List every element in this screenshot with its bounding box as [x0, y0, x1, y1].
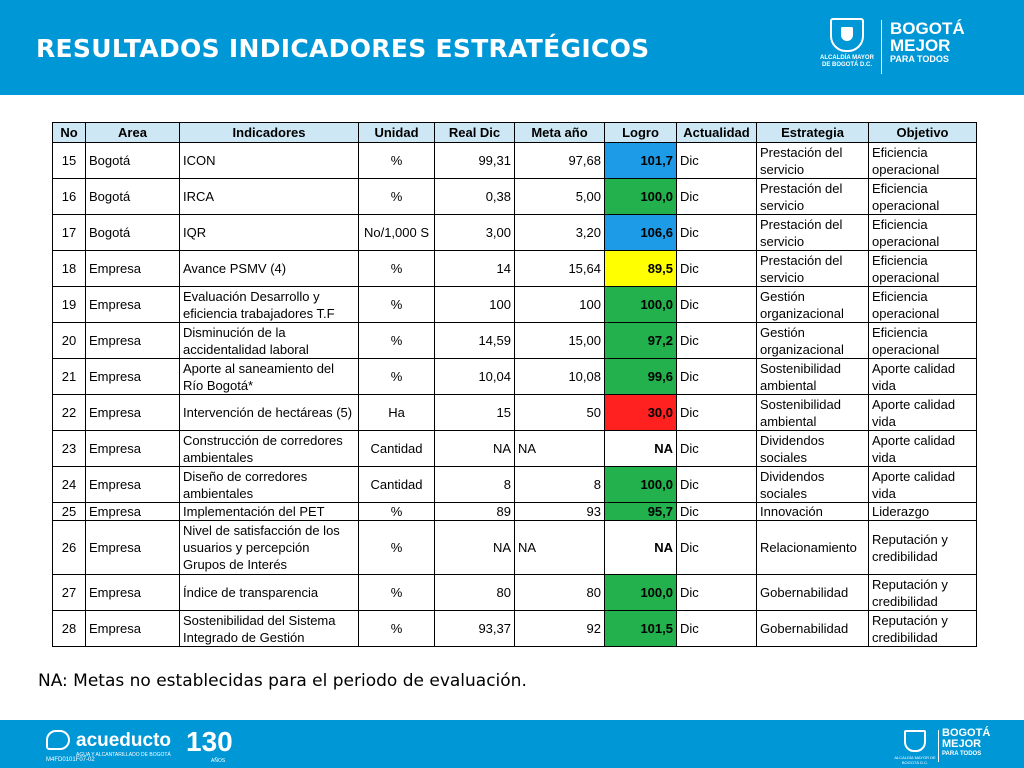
table-row: [53, 143, 977, 179]
cell-no: 23: [53, 431, 86, 467]
cell-unidad: %: [359, 503, 435, 521]
cell-no: 19: [53, 287, 86, 323]
cell-objetivo: Reputación y credibilidad: [869, 521, 977, 575]
cell-indicador: Aporte al saneamiento del Río Bogotá*: [180, 359, 359, 395]
cell-objetivo: Eficiencia operacional: [869, 143, 977, 179]
cell-indicador: Disminución de la accidentalidad laboral: [180, 323, 359, 359]
cell-indicador: IQR: [180, 215, 359, 251]
cell-objetivo: Reputación y credibilidad: [869, 575, 977, 611]
cell-logro: 95,7: [605, 503, 677, 521]
cell-meta-ano: 3,20: [515, 215, 605, 251]
alcaldia-line-1: ALCALDÍA MAYOR: [820, 55, 874, 61]
cell-actualidad: Dic: [677, 215, 757, 251]
table-row: [53, 467, 977, 503]
cell-objetivo: Aporte calidad vida: [869, 395, 977, 431]
cell-no: 22: [53, 395, 86, 431]
table-row: [53, 359, 977, 395]
cell-no: 25: [53, 503, 86, 521]
table-row: [53, 521, 977, 575]
indicators-table: [52, 122, 977, 647]
table-row: [53, 215, 977, 251]
footer-bogota-logo: [942, 728, 990, 758]
cell-real-dic: NA: [435, 521, 515, 575]
anniversary-logo: 130: [186, 726, 233, 757]
bogota-logo-line-3: PARA TODOS: [890, 54, 949, 64]
cell-objetivo: Eficiencia operacional: [869, 287, 977, 323]
table-row: [53, 395, 977, 431]
cell-actualidad: Dic: [677, 611, 757, 647]
cell-unidad: %: [359, 521, 435, 575]
cell-logro: 100,0: [605, 467, 677, 503]
cell-meta-ano: NA: [515, 521, 605, 575]
header-logro: Logro: [605, 123, 677, 143]
page-title: RESULTADOS INDICADORES ESTRATÉGICOS: [36, 34, 650, 63]
cell-objetivo: Aporte calidad vida: [869, 431, 977, 467]
cell-estrategia: Gobernabilidad: [757, 575, 869, 611]
cell-objetivo: Eficiencia operacional: [869, 251, 977, 287]
cell-logro: 100,0: [605, 179, 677, 215]
cell-area: Empresa: [86, 323, 180, 359]
cell-unidad: %: [359, 575, 435, 611]
cell-indicador: Diseño de corredores ambientales: [180, 467, 359, 503]
cell-real-dic: 14,59: [435, 323, 515, 359]
cell-actualidad: Dic: [677, 251, 757, 287]
footer-bogota-line-2: MEJOR: [942, 738, 982, 750]
cell-indicador: Implementación del PET: [180, 503, 359, 521]
cell-indicador: Sostenibilidad del Sistema Integrado de Gestión: [180, 611, 359, 647]
header-actualidad: Actualidad: [677, 123, 757, 143]
footer-bogota-line-1: BOGOTÁ: [942, 727, 991, 739]
cell-estrategia: Gestión organizacional: [757, 287, 869, 323]
cell-objetivo: Eficiencia operacional: [869, 323, 977, 359]
cell-unidad: %: [359, 287, 435, 323]
acueducto-name: acueducto: [76, 730, 172, 751]
header-no: No: [53, 123, 86, 143]
bogota-mejor-logo: [890, 18, 980, 76]
cell-area: Empresa: [86, 575, 180, 611]
cell-estrategia: Prestación del servicio: [757, 143, 869, 179]
crest-icon: [830, 18, 864, 52]
cell-logro: NA: [605, 431, 677, 467]
header-meta-ano: Meta año: [515, 123, 605, 143]
cell-objetivo: Aporte calidad vida: [869, 467, 977, 503]
cell-objetivo: Eficiencia operacional: [869, 215, 977, 251]
cell-real-dic: 100: [435, 287, 515, 323]
cell-real-dic: 15: [435, 395, 515, 431]
cell-estrategia: Prestación del servicio: [757, 251, 869, 287]
footnote: NA: Metas no establecidas para el periodo de evaluación.: [38, 671, 527, 691]
cell-actualidad: Dic: [677, 521, 757, 575]
cell-unidad: %: [359, 611, 435, 647]
cell-no: 27: [53, 575, 86, 611]
table-body: [53, 143, 977, 647]
cell-unidad: %: [359, 359, 435, 395]
cell-estrategia: Innovación: [757, 503, 869, 521]
cell-logro: 106,6: [605, 215, 677, 251]
cell-actualidad: Dic: [677, 323, 757, 359]
table-row: [53, 611, 977, 647]
cell-area: Empresa: [86, 467, 180, 503]
header-objetivo: Objetivo: [869, 123, 977, 143]
footer-logo-divider: [938, 730, 939, 762]
cell-unidad: Ha: [359, 395, 435, 431]
cell-logro: 30,0: [605, 395, 677, 431]
cell-meta-ano: 15,64: [515, 251, 605, 287]
anniversary-subtitle: AÑOS: [211, 758, 226, 764]
cell-estrategia: Sostenibilidad ambiental: [757, 395, 869, 431]
table-row: [53, 575, 977, 611]
cell-meta-ano: 80: [515, 575, 605, 611]
cell-real-dic: 89: [435, 503, 515, 521]
cell-area: Empresa: [86, 287, 180, 323]
cell-unidad: No/1,000 S: [359, 215, 435, 251]
water-drop-icon: [46, 730, 70, 750]
cell-logro: 100,0: [605, 575, 677, 611]
cell-estrategia: Gobernabilidad: [757, 611, 869, 647]
form-code: M4FD0101F07-02: [46, 757, 95, 763]
cell-estrategia: Prestación del servicio: [757, 179, 869, 215]
cell-objetivo: Aporte calidad vida: [869, 359, 977, 395]
alcaldia-logo: [818, 18, 876, 76]
cell-no: 24: [53, 467, 86, 503]
cell-area: Bogotá: [86, 215, 180, 251]
cell-area: Empresa: [86, 431, 180, 467]
cell-indicador: Intervención de hectáreas (5): [180, 395, 359, 431]
header-area: Area: [86, 123, 180, 143]
header-band: [0, 0, 1024, 95]
table-row: [53, 287, 977, 323]
cell-unidad: %: [359, 323, 435, 359]
cell-real-dic: 80: [435, 575, 515, 611]
cell-meta-ano: 93: [515, 503, 605, 521]
cell-no: 21: [53, 359, 86, 395]
table-row: [53, 503, 977, 521]
cell-objetivo: Eficiencia operacional: [869, 179, 977, 215]
cell-indicador: Nivel de satisfacción de los usuarios y percepción Grupos de Interés: [180, 521, 359, 575]
cell-no: 18: [53, 251, 86, 287]
cell-indicador: Evaluación Desarrollo y eficiencia trabajadores T.F: [180, 287, 359, 323]
cell-logro: 99,6: [605, 359, 677, 395]
cell-actualidad: Dic: [677, 287, 757, 323]
table-row: [53, 431, 977, 467]
cell-actualidad: Dic: [677, 143, 757, 179]
cell-unidad: Cantidad: [359, 467, 435, 503]
cell-meta-ano: 100: [515, 287, 605, 323]
cell-indicador: IRCA: [180, 179, 359, 215]
table-row: [53, 251, 977, 287]
cell-no: 28: [53, 611, 86, 647]
header-real-dic: Real Dic: [435, 123, 515, 143]
cell-area: Empresa: [86, 611, 180, 647]
cell-estrategia: Dividendos sociales: [757, 467, 869, 503]
cell-actualidad: Dic: [677, 431, 757, 467]
acueducto-subtitle: AGUA Y ALCANTARILLADO DE BOGOTÁ: [76, 752, 171, 758]
cell-area: Empresa: [86, 251, 180, 287]
cell-estrategia: Gestión organizacional: [757, 323, 869, 359]
cell-area: Bogotá: [86, 143, 180, 179]
cell-actualidad: Dic: [677, 179, 757, 215]
header-unidad: Unidad: [359, 123, 435, 143]
cell-logro: 100,0: [605, 287, 677, 323]
cell-area: Empresa: [86, 503, 180, 521]
cell-meta-ano: 15,00: [515, 323, 605, 359]
indicators-table-wrapper: [52, 122, 977, 647]
footer-alcaldia-text: ALCALDÍA MAYOR DE BOGOTÁ D.C.: [894, 755, 936, 765]
cell-logro: NA: [605, 521, 677, 575]
cell-estrategia: Relacionamiento: [757, 521, 869, 575]
cell-actualidad: Dic: [677, 359, 757, 395]
cell-no: 16: [53, 179, 86, 215]
bogota-logo-line-2: MEJOR: [890, 36, 951, 55]
cell-no: 20: [53, 323, 86, 359]
cell-meta-ano: 97,68: [515, 143, 605, 179]
cell-no: 15: [53, 143, 86, 179]
cell-indicador: Construcción de corredores ambientales: [180, 431, 359, 467]
bogota-logo-line-1: BOGOTÁ: [890, 19, 965, 38]
cell-meta-ano: 50: [515, 395, 605, 431]
cell-actualidad: Dic: [677, 395, 757, 431]
cell-unidad: %: [359, 179, 435, 215]
cell-logro: 101,5: [605, 611, 677, 647]
alcaldia-line-2: DE BOGOTÁ D.C.: [821, 62, 872, 68]
cell-actualidad: Dic: [677, 503, 757, 521]
cell-no: 26: [53, 521, 86, 575]
cell-unidad: %: [359, 143, 435, 179]
cell-meta-ano: 5,00: [515, 179, 605, 215]
cell-real-dic: NA: [435, 431, 515, 467]
cell-real-dic: 99,31: [435, 143, 515, 179]
cell-area: Empresa: [86, 359, 180, 395]
footer-bogota-line-3: PARA TODOS: [942, 751, 982, 757]
cell-objetivo: Liderazgo: [869, 503, 977, 521]
cell-indicador: ICON: [180, 143, 359, 179]
cell-real-dic: 3,00: [435, 215, 515, 251]
cell-area: Empresa: [86, 521, 180, 575]
cell-meta-ano: NA: [515, 431, 605, 467]
cell-indicador: Avance PSMV (4): [180, 251, 359, 287]
cell-indicador: Índice de transparencia: [180, 575, 359, 611]
footer-band: [0, 720, 1024, 768]
logo-divider: [881, 20, 882, 74]
cell-actualidad: Dic: [677, 467, 757, 503]
cell-estrategia: Dividendos sociales: [757, 431, 869, 467]
header-estrategia: Estrategia: [757, 123, 869, 143]
cell-area: Empresa: [86, 395, 180, 431]
cell-meta-ano: 92: [515, 611, 605, 647]
footer-crest-icon: [904, 730, 926, 752]
table-row: [53, 179, 977, 215]
cell-logro: 101,7: [605, 143, 677, 179]
cell-area: Bogotá: [86, 179, 180, 215]
cell-unidad: Cantidad: [359, 431, 435, 467]
cell-logro: 97,2: [605, 323, 677, 359]
cell-real-dic: 8: [435, 467, 515, 503]
cell-real-dic: 0,38: [435, 179, 515, 215]
cell-estrategia: Sostenibilidad ambiental: [757, 359, 869, 395]
table-header-row: [53, 123, 977, 143]
cell-actualidad: Dic: [677, 575, 757, 611]
cell-real-dic: 14: [435, 251, 515, 287]
cell-real-dic: 10,04: [435, 359, 515, 395]
table-row: [53, 323, 977, 359]
cell-meta-ano: 8: [515, 467, 605, 503]
header-indicadores: Indicadores: [180, 123, 359, 143]
cell-real-dic: 93,37: [435, 611, 515, 647]
cell-unidad: %: [359, 251, 435, 287]
cell-meta-ano: 10,08: [515, 359, 605, 395]
cell-logro: 89,5: [605, 251, 677, 287]
cell-no: 17: [53, 215, 86, 251]
cell-estrategia: Prestación del servicio: [757, 215, 869, 251]
cell-objetivo: Reputación y credibilidad: [869, 611, 977, 647]
